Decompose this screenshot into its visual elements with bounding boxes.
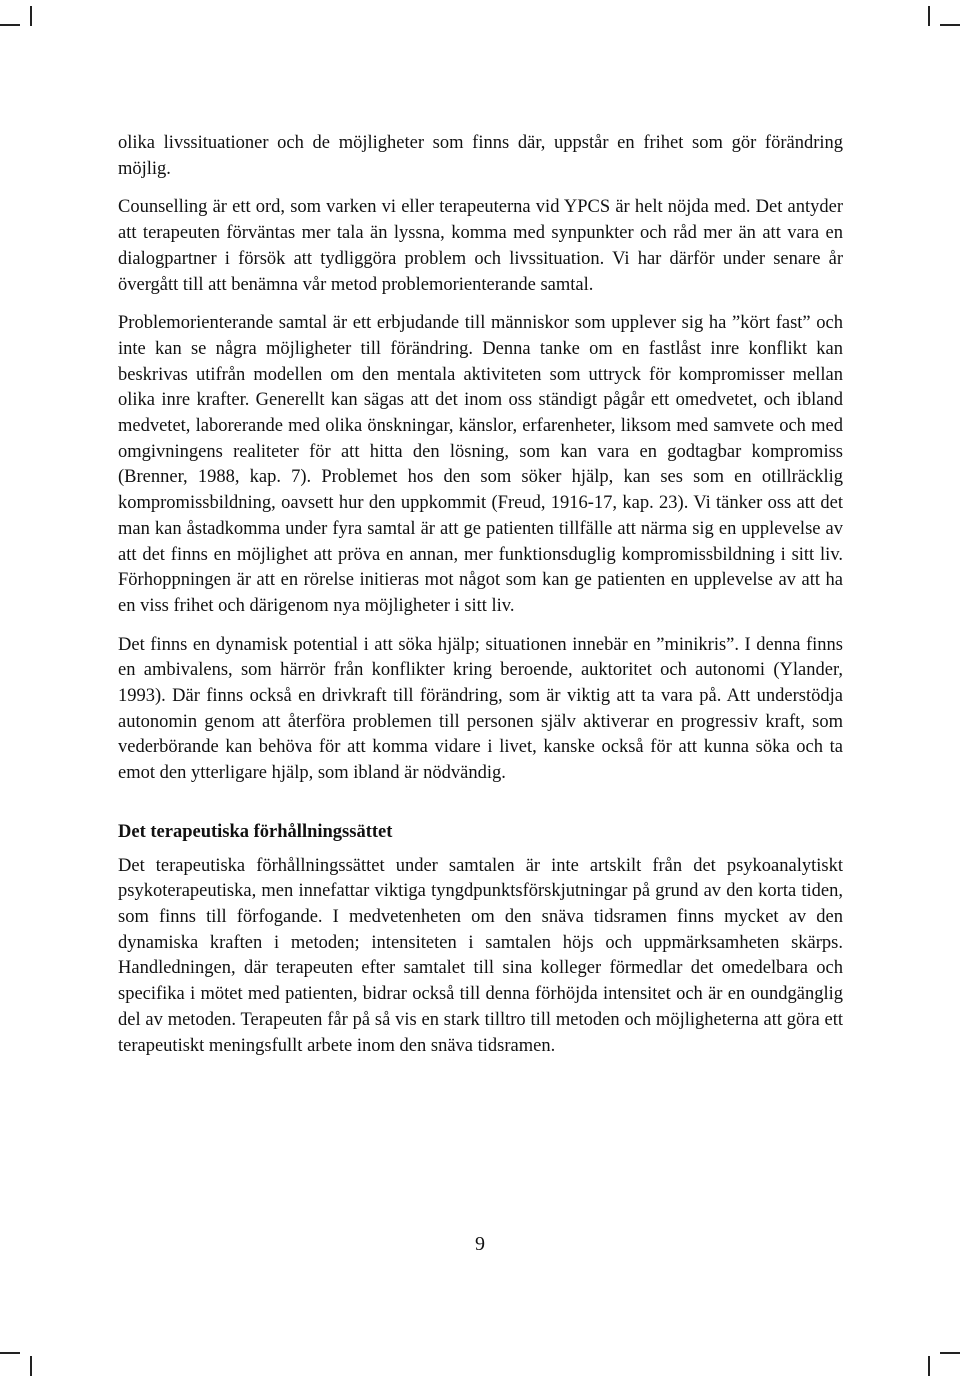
paragraph: olika livssituationer och de möjligheter som finns där, uppstår en frihet som gör förändring möjlig. (118, 133, 843, 179)
paragraph: Det terapeutiska förhållningssättet under samtalen är inte artskilt från det psykoanalytiskt psykoterapeutiska, men innefattar viktiga tyngdpunktsförskjutningar på grund av den korta tiden, som finns till förfogande. I medvetenheten om den snäva tidsramen finns mycket av den dynamiska kraften i metoden; intensiteten i samtalen höjs och uppmärksamheten skärps. Handledningen, där terapeuten efter samtalet till sina kolleger förmedlar det omedelbara och specifika i mötet med patienten, bidrar också till denna förhöjda intensitet och är en oundgänglig del av metoden. Terapeuten får på så vis en stark tilltro till metoden och möjligheterna att göra ett terapeutiskt meningsfullt arbete inom den snäva tidsramen. (118, 855, 843, 1056)
crop-mark-bottom-right-h (940, 1352, 960, 1354)
section-heading: Det terapeutiska förhållningssättet (118, 821, 393, 842)
crop-mark-top-left-h (0, 24, 20, 26)
page-body (118, 131, 843, 1072)
crop-mark-bottom-left-h (0, 1352, 20, 1354)
crop-mark-top-right-h (940, 24, 960, 26)
crop-mark-bottom-right-v (928, 1356, 930, 1376)
crop-mark-top-right-v (928, 6, 930, 26)
crop-mark-top-left-v (30, 6, 32, 26)
paragraph: Problemorienterande samtal är ett erbjudande till människor som upplever sig ha ”kört fast” och inte kan se några möjligheter till förändring. Denna tanke om en fastlåst inre konflikt kan beskrivas utifrån modellen om den mentala aktiviteten som uttryck för kompromisser mellan olika inre krafter. Generellt kan sägas att det inom oss ständigt pågår ett omedvetet, och ibland medvetet, laborerande med olika önskningar, känslor, erfarenheter, liksom med samvete och med omgivningens realiteter för att hitta den lösning, som kan vara en godtagbar kompromiss (Brenner, 1988, kap. 7). Problemet hos den som söker hjälp, kan ses som en otillräcklig kompromissbildning, oavsett hur den uppkommit (Freud, 1916-17, kap. 23). Vi tänker oss att det man kan åstadkomma under fyra samtal är att ge patienten tillfälle att närma sig en upplevelse av att det finns en möjlighet att pröva en annan, mer funktionsduglig kompromissbildning i sitt liv. Förhoppningen är att en rörelse initieras mot något som kan ge patienten en upplevelse av att ha en viss frihet och därigenom nya möjligheter i sitt liv. (118, 313, 843, 616)
page-number: 9 (475, 1233, 485, 1255)
paragraph: Counselling är ett ord, som varken vi eller terapeuterna vid YPCS är helt nöjda med. Det antyder att terapeuten förväntas mer tala än lyssna, komma med synpunkter och råd mer än att vara en dialogpartner i försök att tydliggöra problem och livssituation. Vi har därför under senare år övergått till att benämna vår metod problemorienterande samtal. (118, 197, 843, 295)
paragraph: Det finns en dynamisk potential i att söka hjälp; situationen innebär en ”minikris”. I denna finns en ambivalens, som härrör från konflikter kring beroende, auktoritet och autonomi (Ylander, 1993). Där finns också en drivkraft till förändring, som är viktig att ta vara på. Att understödja autonomin genom att återföra problemen till personen själv aktiverar en progressiv kraft, som vederbörande kan behöva för att komma vidare i livet, kanske också för att kunna söka och ta emot den ytterligare hjälp, som ibland är nödvändig. (118, 634, 843, 784)
crop-mark-bottom-left-v (30, 1356, 32, 1376)
